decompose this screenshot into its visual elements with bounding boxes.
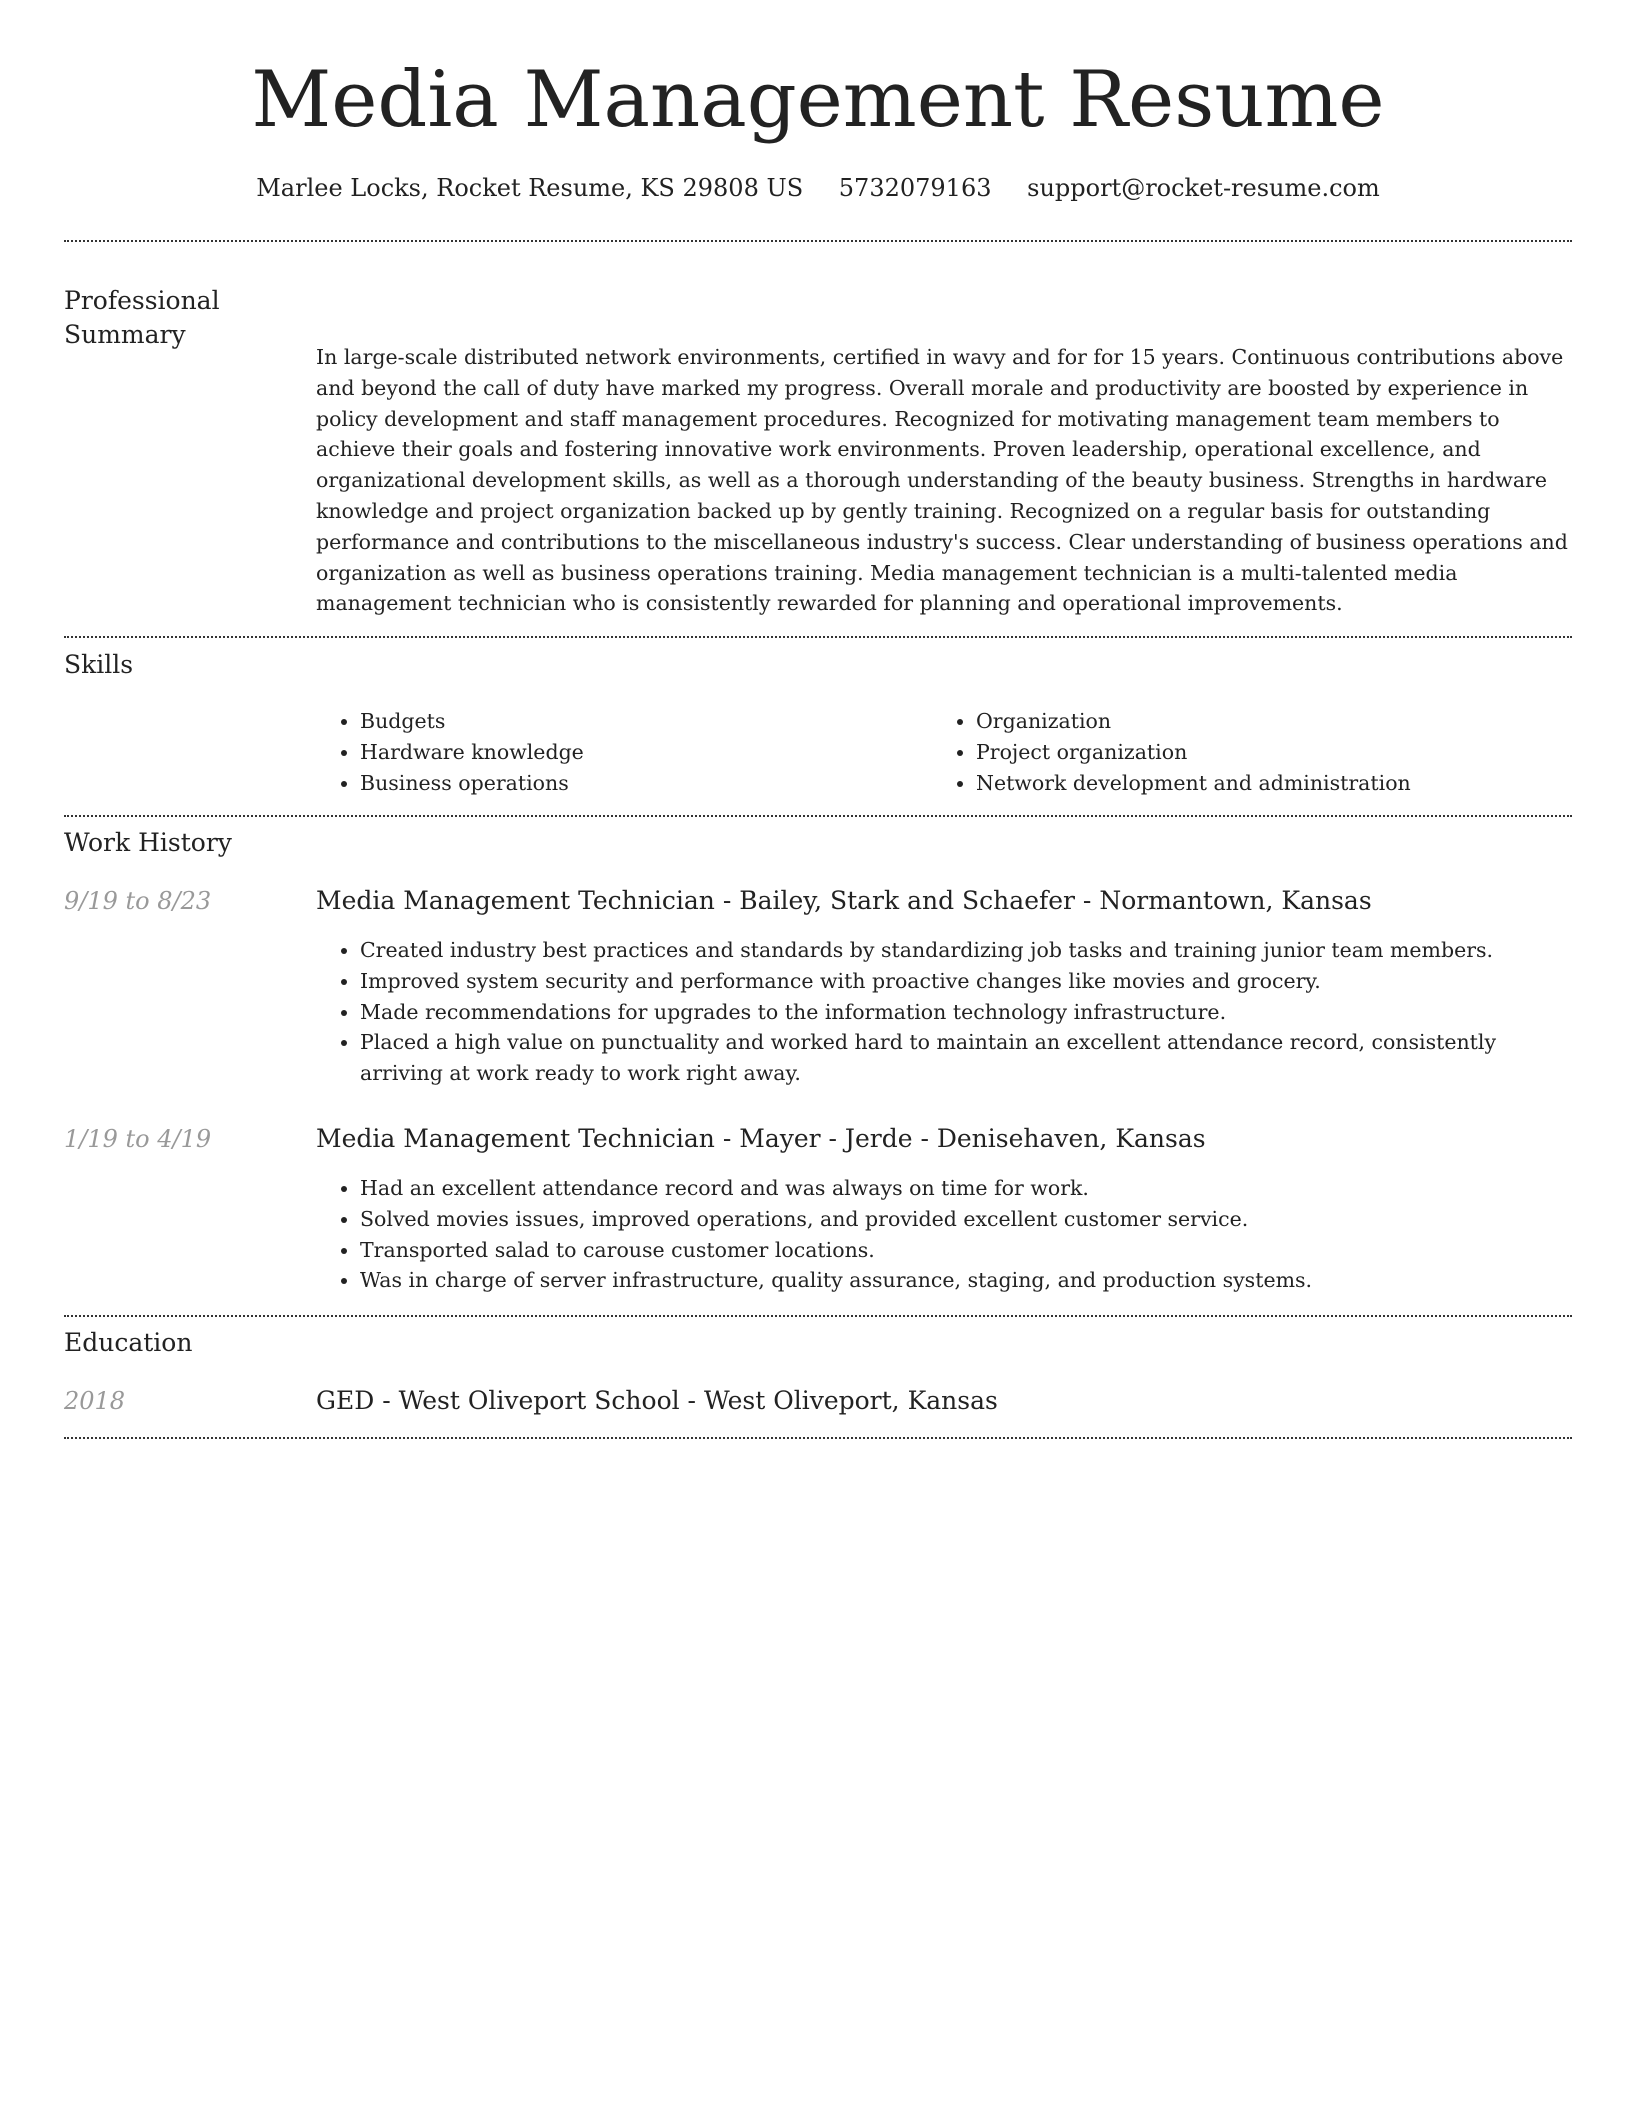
section-heading-work: Work History bbox=[64, 828, 232, 857]
education-year: 2018 bbox=[64, 1387, 126, 1415]
job-duty: • Created industry best practices and standards by standardizing job tasks and training junior team members. bbox=[360, 935, 1572, 966]
job-duties-list bbox=[316, 1173, 1572, 1296]
job-duty: • Transported salad to carouse customer locations. bbox=[360, 1235, 1572, 1266]
job-duty: • Was in charge of server infrastructure, quality assurance, staging, and production systems. bbox=[360, 1265, 1572, 1296]
job-duties-list bbox=[316, 935, 1572, 1089]
job-duty: • Placed a high value on punctuality and worked hard to maintain an excellent attendance record, consistently arriving at work ready to work right away. bbox=[360, 1027, 1572, 1089]
contact-email: support@rocket-resume.com bbox=[1027, 174, 1380, 202]
divider bbox=[64, 1437, 1572, 1439]
job-duty: • Solved movies issues, improved operations, and provided excellent customer service. bbox=[360, 1204, 1572, 1235]
section-heading-skills: Skills bbox=[64, 650, 134, 679]
skills-list-left bbox=[316, 706, 916, 798]
divider bbox=[64, 240, 1572, 242]
job-dates: 1/19 to 4/19 bbox=[64, 1125, 212, 1153]
job-duties bbox=[316, 1173, 1572, 1296]
contact-line bbox=[64, 172, 1572, 204]
contact-address: Marlee Locks, Rocket Resume, KS 29808 US bbox=[256, 174, 804, 202]
job-duties bbox=[316, 935, 1572, 1089]
section-heading-summary: Professional Summary bbox=[64, 286, 220, 349]
skills-column-right bbox=[932, 706, 1572, 798]
job-duty: • Had an excellent attendance record and was always on time for work. bbox=[360, 1173, 1572, 1204]
divider bbox=[64, 1315, 1572, 1317]
education-title: GED - West Oliveport School - West Oliveport, Kansas bbox=[316, 1386, 998, 1415]
job-title: Media Management Technician - Bailey, Stark and Schaefer - Normantown, Kansas bbox=[316, 886, 1372, 915]
skills-column-left bbox=[316, 706, 916, 798]
job-duty: • Made recommendations for upgrades to the information technology infrastructure. bbox=[360, 997, 1572, 1028]
skill-item: • Network development and administration bbox=[976, 768, 1572, 799]
section-heading-education: Education bbox=[64, 1328, 193, 1357]
skill-item: • Hardware knowledge bbox=[360, 737, 916, 768]
divider bbox=[64, 636, 1572, 638]
resume-title: Media Management Resume bbox=[251, 55, 1385, 145]
job-dates: 9/19 to 8/23 bbox=[64, 887, 212, 915]
skills-list-right bbox=[932, 706, 1572, 798]
skill-item: • Business operations bbox=[360, 768, 916, 799]
summary-text: In large-scale distributed network environments, certified in wavy and for for 15 years. Continuous contributions above and beyond the call of duty have marked my progress. Overall morale and productivity are boosted by experience in policy development and staff management procedures. Recognized for motivating management team members to achieve their goals and fostering innovative work environments. Proven leadership, operational excellence, and organizational development skills, as well as a thorough understanding of the beauty business. Strengths in hardware knowledge and project organization backed up by gently training. Recognized on a regular basis for outstanding performance and contributions to the miscellaneous industry's success. Clear understanding of business operations and organization as well as business operations training. Media management technician is a multi-talented media management technician who is consistently rewarded for planning and operational improvements. bbox=[316, 345, 1568, 616]
skill-item: • Budgets bbox=[360, 706, 916, 737]
divider bbox=[64, 815, 1572, 817]
skill-item: • Project organization bbox=[976, 737, 1572, 768]
job-title: Media Management Technician - Mayer - Jerde - Denisehaven, Kansas bbox=[316, 1124, 1206, 1153]
contact-phone: 5732079163 bbox=[838, 174, 992, 202]
job-duty: • Improved system security and performance with proactive changes like movies and grocery. bbox=[360, 966, 1572, 997]
skill-item: • Organization bbox=[976, 706, 1572, 737]
